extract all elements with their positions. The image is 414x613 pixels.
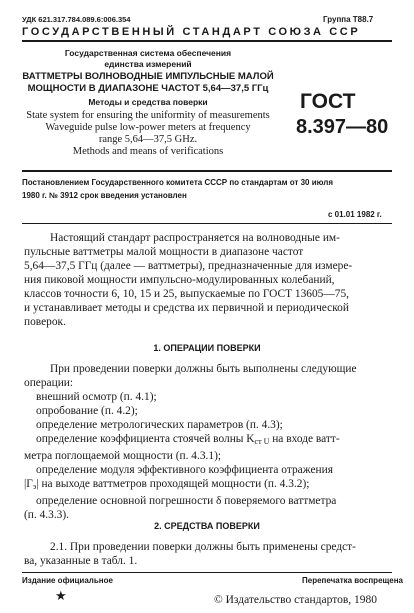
title-line-1: ВАТТМЕТРЫ ВОЛНОВОДНЫЕ ИМПУЛЬСНЫЕ МАЛОЙ bbox=[22, 71, 274, 82]
title-line-2: МОЩНОСТИ В ДИАПАЗОНЕ ЧАСТОТ 5,64—37,5 ГГц bbox=[27, 83, 269, 94]
kst-subscript: ст U bbox=[254, 437, 270, 446]
section-1-lead: При проведении поверки должны быть выполнены следующие bbox=[50, 363, 357, 375]
section-2-heading: 2. СРЕДСТВА ПОВЕРКИ bbox=[154, 521, 260, 531]
section-1-body bbox=[24, 362, 396, 522]
title-rule bbox=[22, 170, 392, 172]
decree-line-2: 1980 г. № 3912 срок введения установлен bbox=[22, 191, 187, 200]
gost-label: ГОСТ bbox=[300, 90, 356, 113]
section-1-lead-cont: операции: bbox=[24, 377, 74, 389]
footer-rule bbox=[22, 572, 392, 573]
intro-line: ния пиковой мощности импульсно-модулированных колебаний, bbox=[24, 274, 335, 286]
decree-rule bbox=[22, 223, 392, 224]
copyright: © Издательство стандартов, 1980 bbox=[214, 594, 378, 606]
reprint-prohibited: Перепечатка воспрещена bbox=[302, 576, 403, 585]
intro-line: и устанавливает методы и средства их первичной и периодической bbox=[24, 302, 349, 314]
title-en-1: State system for ensuring the uniformity of measurements bbox=[26, 110, 270, 121]
intro-line: поверок. bbox=[24, 316, 66, 328]
intro-paragraph bbox=[24, 231, 396, 329]
section-2-para-cont: ва, указанные в табл. 1. bbox=[24, 555, 138, 567]
gost-number: 8.397—80 bbox=[296, 116, 389, 138]
official-edition: Издание официальное bbox=[22, 576, 113, 585]
operation-item-reflection-cont bbox=[24, 477, 396, 494]
udk-code: УДК 621.317.784.089.6:006.354 bbox=[22, 15, 131, 24]
group-code: Группа Т88.7 bbox=[323, 15, 374, 24]
section-1-heading: 1. ОПЕРАЦИИ ПОВЕРКИ bbox=[153, 343, 261, 353]
star-icon: ★ bbox=[55, 588, 67, 603]
decree-line-1: Постановлением Государственного комитета СССР по стандартам от 30 июля bbox=[22, 178, 333, 187]
kst-text: определение коэффициента стоячей волны K bbox=[36, 433, 255, 445]
kst-text-2: на входе ватт- bbox=[269, 433, 340, 445]
section-2-para: 2.1. При проведении поверки должны быть применены средст- bbox=[50, 541, 356, 553]
section-2-body bbox=[24, 540, 396, 568]
refl-text-2: | на выходе ваттметров проходящей мощности (п. 4.3.2); bbox=[36, 478, 310, 490]
refl-subscript: э bbox=[32, 482, 37, 491]
effective-date: с 01.01 1982 г. bbox=[328, 210, 382, 219]
header-rule bbox=[22, 40, 392, 42]
operation-item-error: определение основной погрешности δ поверяемого ваттметра bbox=[36, 495, 337, 507]
refl-text: |Г bbox=[24, 478, 33, 490]
operation-item-error-cont: (п. 4.3.3). bbox=[24, 509, 70, 521]
title-en-4: Methods and means of verifications bbox=[72, 146, 224, 157]
operation-item: внешний осмотр (п. 4.1); bbox=[36, 391, 157, 403]
intro-line: пульсные ваттметры малой мощности в диапазоне частот bbox=[24, 246, 304, 258]
operation-item: определение метрологических параметров (п. 4.3); bbox=[36, 419, 283, 431]
operation-item-reflection: определение модуля эффективного коэффициента отражения bbox=[36, 464, 333, 476]
standard-title: ГОСУДАРСТВЕННЫЙ СТАНДАРТ СОЮЗА ССР bbox=[22, 26, 361, 38]
operation-item: опробование (п. 4.2); bbox=[36, 405, 138, 417]
intro-line: Настоящий стандарт распространяется на волноводные им- bbox=[50, 232, 340, 244]
operation-item-kst-cont: метра поглощаемой мощности (п. 4.3.1); bbox=[24, 450, 222, 462]
system-line-1: Государственная система обеспечения bbox=[64, 48, 232, 58]
title-en-3: range 5,64—37,5 GHz. bbox=[98, 134, 198, 145]
system-line-2: единства измерений bbox=[104, 59, 192, 69]
title-en-2: Waveguide pulse low-power meters at frequency bbox=[45, 122, 251, 133]
operation-item-kst bbox=[24, 432, 396, 449]
methods-line: Методы и средства поверки bbox=[88, 97, 208, 107]
intro-line: 5,64—37,5 ГГц (далее — ваттметры), предназначенные для измере- bbox=[24, 260, 353, 272]
intro-line: классов точности 6, 10, 15 и 25, выпускаемые по ГОСТ 13605—75, bbox=[24, 288, 349, 300]
